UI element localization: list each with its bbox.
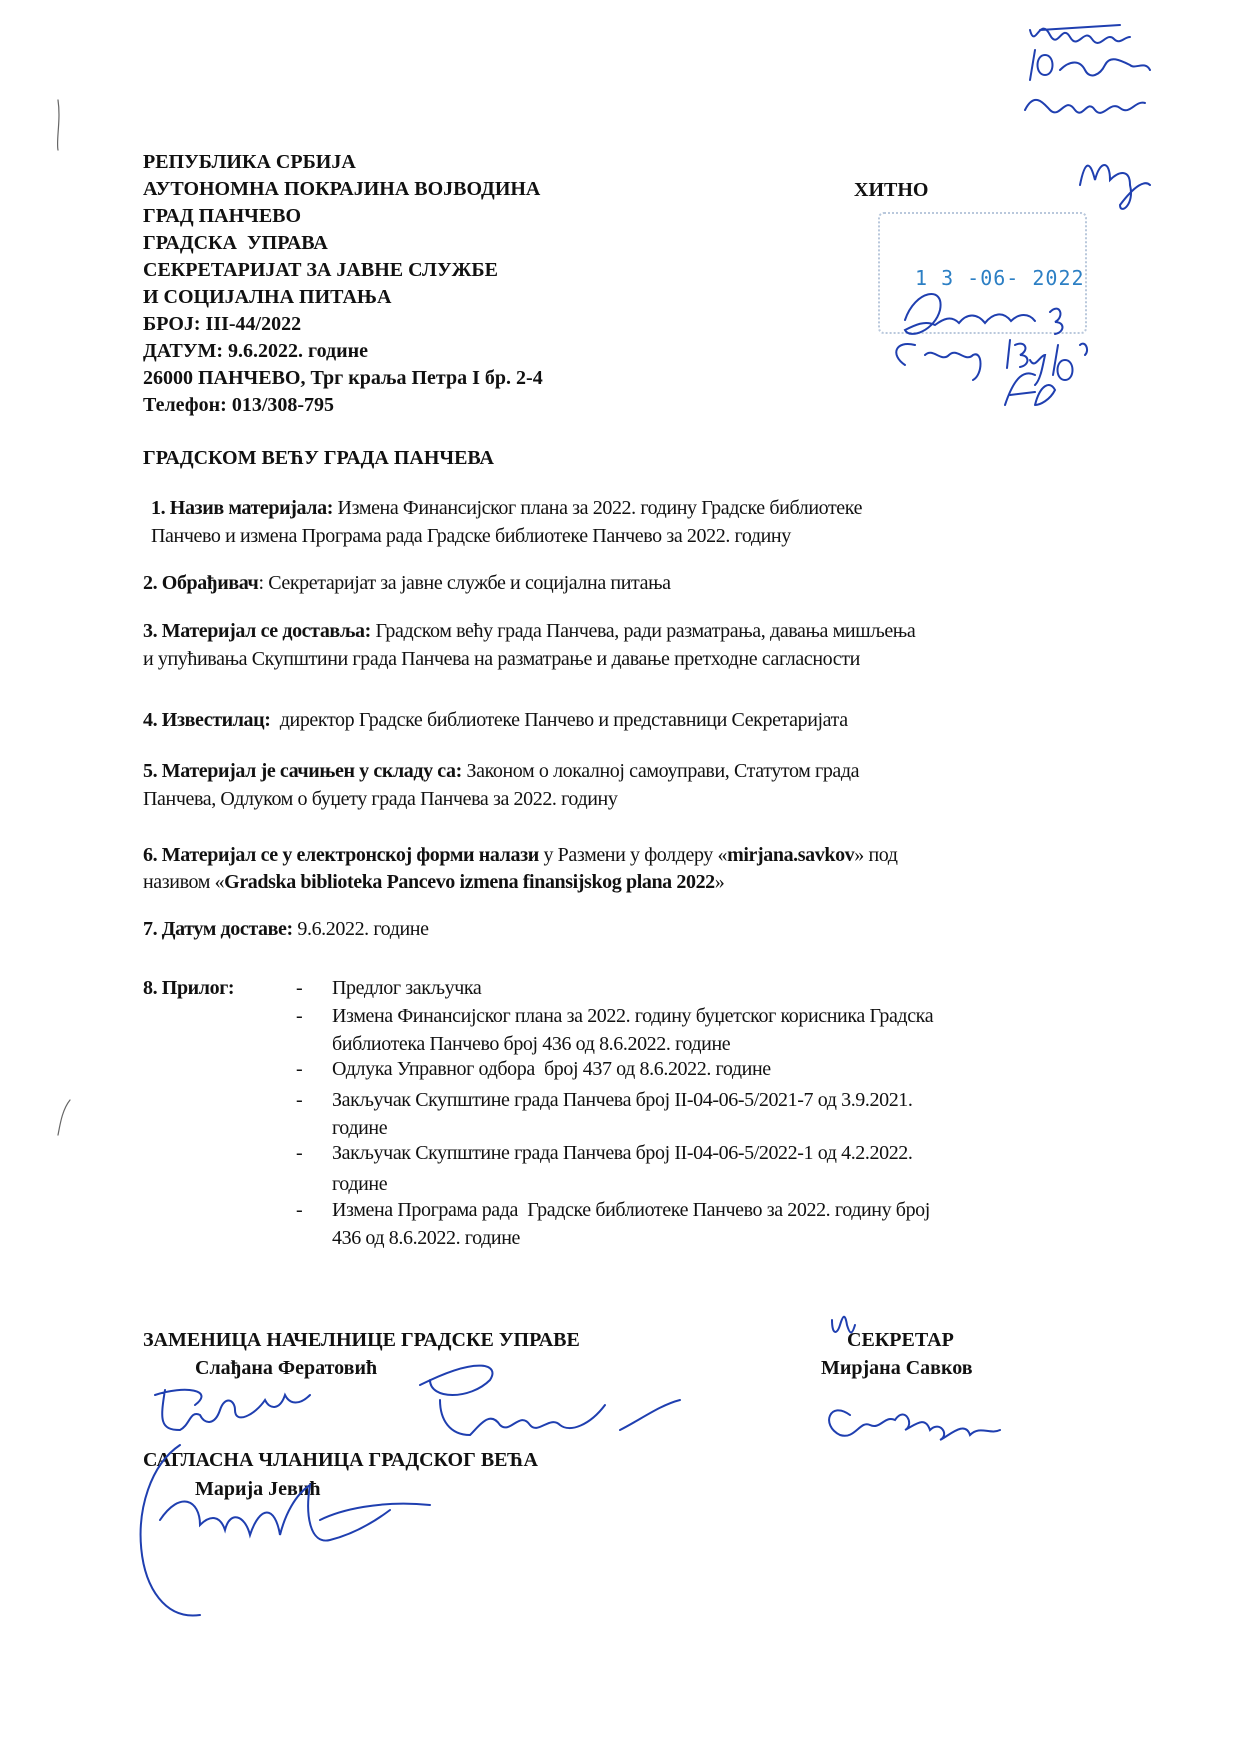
item-6-cont xyxy=(143,872,724,892)
item-1-cont: Панчево и измена Програма рада Градске библиотеке Панчево за 2022. годину xyxy=(151,525,791,547)
attachment-item: Закључак Скупштине града Панчева број II-04-06-5/2021-7 од 3.9.2021. xyxy=(332,1089,913,1111)
file-name: Gradska biblioteka Pancevo izmena finansijskog plana 2022 xyxy=(224,871,715,893)
item-text: » xyxy=(714,871,725,893)
header-line: И СОЦИЈАЛНА ПИТАЊА xyxy=(143,286,392,308)
folder-name: mirjana.savkov xyxy=(727,844,855,866)
urgent-label: ХИТНО xyxy=(854,179,929,201)
header-line: СЕКРЕТАРИЈАТ ЗА ЈАВНЕ СЛУЖБЕ xyxy=(143,259,498,281)
item-text: Законом о локалној самоуправи, Статутом града xyxy=(461,760,860,782)
item-label: 3. Материјал се доставља: xyxy=(143,620,371,642)
header-line: ГРАДСКА УПРАВА xyxy=(143,232,328,254)
item-text: директор Градске библиотеке Панчево и представници Секретаријата xyxy=(270,709,848,731)
initials-stamp-handwriting xyxy=(1005,373,1055,405)
secretary-name: Мирјана Савков xyxy=(821,1357,973,1379)
item-5-cont: Панчева, Одлуком о буџету града Панчева за 2022. годину xyxy=(143,788,618,810)
item-text: називом « xyxy=(143,871,225,893)
header-line: АУТОНОМНА ПОКРАЈИНА ВОЈВОДИНА xyxy=(143,178,541,200)
deputy-name: Слађана Фератовић xyxy=(195,1357,378,1379)
list-bullet: - xyxy=(296,977,303,999)
list-bullet: - xyxy=(296,1142,303,1164)
initials-handwriting xyxy=(1080,165,1150,209)
item-7 xyxy=(143,919,429,939)
item-text: : Секретаријат за јавне службе и социјална питања xyxy=(258,572,671,594)
item-text: у Размени у фолдеру « xyxy=(538,844,728,866)
stamp-date: 1 3 -06- 2022 xyxy=(915,266,1085,290)
item-label: 7. Датум доставе: xyxy=(143,918,293,940)
received-date-handwriting xyxy=(1030,50,1150,80)
item-3 xyxy=(143,621,915,641)
item-5 xyxy=(143,761,859,781)
item-8-label: 8. Прилог: xyxy=(143,977,235,999)
item-3-cont: и упућивања Скупштини града Панчева на разматрање и давање претходне сагласности xyxy=(143,648,860,670)
received-note-handwriting xyxy=(1030,25,1130,43)
header-line: РЕПУБЛИКА СРБИЈА xyxy=(143,151,356,173)
deputy-signature-1 xyxy=(155,1390,310,1430)
phone: Телефон: 013/308-795 xyxy=(143,394,335,416)
item-label: 4. Известилац: xyxy=(143,709,271,731)
item-6 xyxy=(143,845,898,865)
document-number: БРОЈ: III-44/2022 xyxy=(143,313,302,335)
list-bullet: - xyxy=(296,1005,303,1027)
list-bullet: - xyxy=(296,1089,303,1111)
session-note-handwriting xyxy=(896,340,1087,385)
council-title: САГЛАСНА ЧЛАНИЦА ГРАДСКОГ ВЕЋА xyxy=(143,1449,538,1471)
address: 26000 ПАНЧЕВО, Трг краља Петра I бр. 2-4 xyxy=(143,367,543,389)
receiver-name-handwriting xyxy=(1025,100,1145,113)
attachment-item-cont: године xyxy=(332,1117,388,1139)
attachment-item-cont: библиотека Панчево број 436 од 8.6.2022. године xyxy=(332,1033,731,1055)
attachment-item: Закључак Скупштине града Панчева број II-04-06-5/2022-1 од 4.2.2022. xyxy=(332,1142,913,1164)
deputy-title: ЗАМЕНИЦА НАЧЕЛНИЦЕ ГРАДСКЕ УПРАВЕ xyxy=(143,1329,580,1351)
item-label: 5. Материјал је сачињен у складу са: xyxy=(143,760,462,782)
attachment-item: Одлука Управног одбора број 437 од 8.6.2022. године xyxy=(332,1058,771,1080)
margin-mark xyxy=(58,100,70,1135)
attachment-item: Измена Финансијског плана за 2022. годину буџетског корисника Градска xyxy=(332,1005,934,1027)
item-1 xyxy=(151,498,862,518)
item-text: » под xyxy=(854,844,898,866)
item-label: 6. Материјал се у електронској форми налази xyxy=(143,844,539,866)
attachment-item-cont: 436 од 8.6.2022. године xyxy=(332,1227,520,1249)
item-2 xyxy=(143,573,671,593)
attachment-item: Измена Програма рада Градске библиотеке Панчево за 2022. годину број xyxy=(332,1199,930,1221)
document-date: ДАТУМ: 9.6.2022. године xyxy=(143,340,369,362)
recipient: ГРАДСКОМ ВЕЋУ ГРАДА ПАНЧЕВА xyxy=(143,447,494,469)
deputy-signature-2 xyxy=(420,1366,680,1435)
item-text: Градском већу града Панчева, ради разматрања, давања мишљења xyxy=(370,620,916,642)
attachment-item: Предлог закључка xyxy=(332,977,482,999)
list-bullet: - xyxy=(296,1199,303,1221)
item-4 xyxy=(143,710,848,730)
list-bullet: - xyxy=(296,1058,303,1080)
item-label: 1. Назив материјала: xyxy=(151,497,333,519)
item-text: 9.6.2022. године xyxy=(292,918,429,940)
council-name: Марија Јевић xyxy=(195,1478,321,1500)
item-text: Измена Финансијског плана за 2022. годину Градске библиотеке xyxy=(332,497,863,519)
attachment-item-cont: године xyxy=(332,1173,388,1195)
header-line: ГРАД ПАНЧЕВО xyxy=(143,205,302,227)
item-label: 2. Обрађивач xyxy=(143,572,259,594)
secretary-title: СЕКРЕТАР xyxy=(847,1329,954,1351)
secretary-signature xyxy=(829,1410,1000,1440)
